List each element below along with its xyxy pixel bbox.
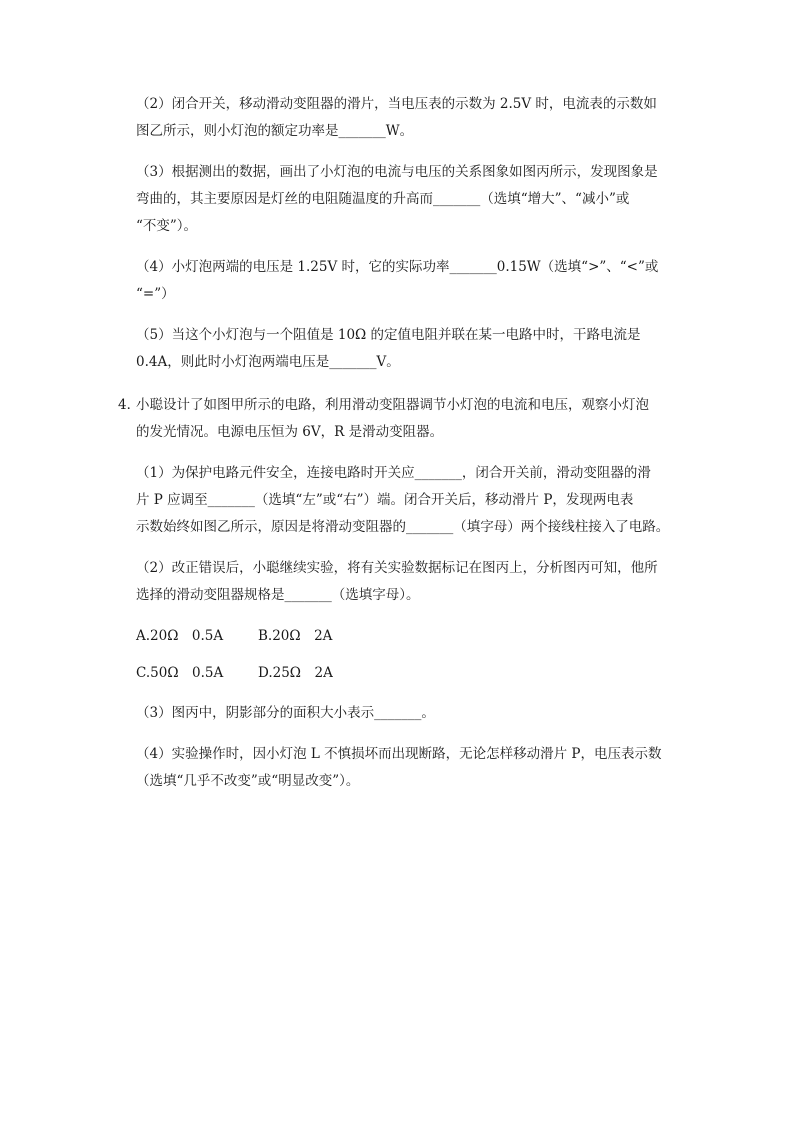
q4-part4-line1: （4）实验操作时，因小灯泡 L 不慎损坏而出现断路，无论怎样移动滑片 P，电压表示数 (136, 746, 662, 762)
q4-intro-line2: 的发光情况。电源电压恒为 6V，R 是滑动变阻器。 (136, 424, 444, 440)
q4-part1-line2: 片 P 应调至_______（选填“左”或“右”）端。闭合开关后，移动滑片 P，发现两电表 (136, 492, 634, 508)
q4-part2-line1: （2）改正错误后，小聪继续实验，将有关实验数据标记在图丙上，分析图丙可知，他所 (136, 560, 658, 576)
q3-part5-line1: （5）当这个小灯泡与一个阻值是 10Ω 的定值电阻并联在某一电路中时，干路电流是 (136, 327, 641, 343)
q3-part4-line2: “=”） (136, 286, 175, 302)
q4-option-a: A.20Ω 0.5A (136, 628, 224, 644)
q4-option-b: B.20Ω 2A (258, 628, 333, 644)
q4-part3-line1: （3）图丙中，阴影部分的面积大小表示_______。 (136, 705, 435, 721)
q4-part2-line2: 选择的滑动变阻器规格是_______（选填字母）。 (136, 587, 420, 603)
q4-intro-line1: 小聪设计了如图甲所示的电路，利用滑动变阻器调节小灯泡的电流和电压，观察小灯泡 (136, 397, 649, 413)
q4-option-d: D.25Ω 2A (258, 665, 333, 681)
q4-part1-line1: （1）为保护电路元件安全，连接电路时开关应_______，闭合开关前，滑动变阻器的滑 (136, 465, 651, 481)
q3-part3-line3: “不变”）。 (136, 218, 198, 234)
q3-part2-line2: 图乙所示，则小灯泡的额定功率是_______W。 (136, 123, 414, 139)
q3-part5-line2: 0.4A，则此时小灯泡两端电压是_______V。 (136, 354, 400, 370)
q4-part1-line3: 示数始终如图乙所示，原因是将滑动变阻器的_______（填字母）两个接线柱接入了电路。 (136, 519, 670, 535)
q4-part4-line2: （选填“几乎不改变”或“明显改变”）。 (136, 773, 360, 789)
q3-part3-line2: 弯曲的，其主要原因是灯丝的电阻随温度的升高而_______（选填“增大”、“减小”或 (136, 191, 630, 207)
q4-option-c: C.50Ω 0.5A (136, 665, 224, 681)
q3-part3-line1: （3）根据测出的数据，画出了小灯泡的电流与电压的关系图象如图丙所示，发现图象是 (136, 164, 658, 180)
q3-part2-line1: （2）闭合开关，移动滑动变阻器的滑片，当电压表的示数为 2.5V 时，电流表的示数如 (136, 96, 657, 112)
q3-part4-line1: （4）小灯泡两端的电压是 1.25V 时，它的实际功率_______0.15W（选填“>”、“<”或 (136, 259, 659, 275)
q4-number: 4． (118, 397, 141, 413)
